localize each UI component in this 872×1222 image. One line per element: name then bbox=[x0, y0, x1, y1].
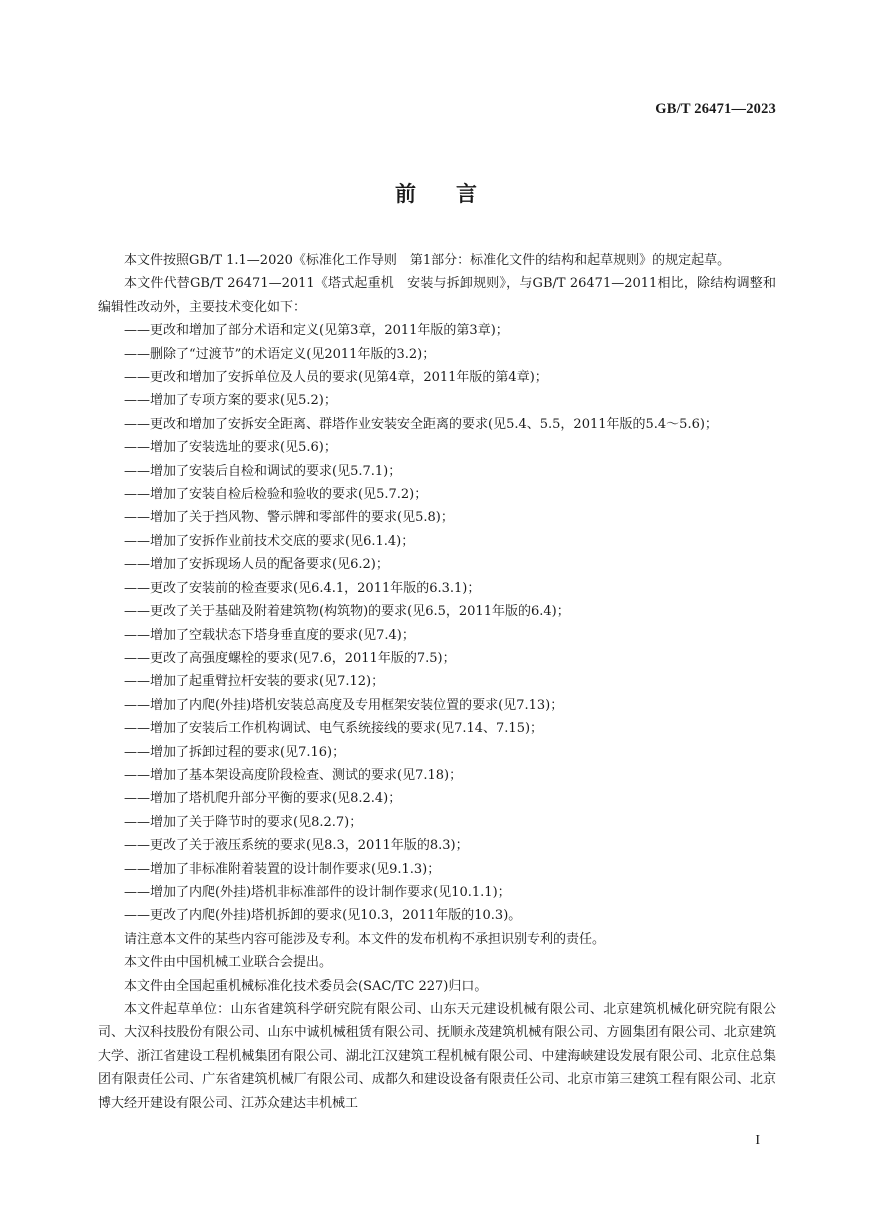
page-title: 前言 bbox=[395, 181, 517, 206]
list-item: ——增加了关于降节时的要求(见8.2.7)； bbox=[124, 814, 363, 830]
list-item: ——更改和增加了安拆单位及人员的要求(见第4章，2011年版的第4章)； bbox=[124, 370, 548, 386]
standard-code: GB/T 26471—2023 bbox=[655, 101, 776, 117]
list-item: ——删除了“过渡节”的术语定义(见2011年版的3.2)； bbox=[124, 346, 436, 362]
list-item: ——更改了关于基础及附着建筑物(构筑物)的要求(见6.5，2011年版的6.4)； bbox=[124, 604, 570, 620]
list-item: ——增加了关于挡风物、警示牌和零部件的要求(见5.8)； bbox=[124, 510, 454, 526]
list-item: ——更改了关于液压系统的要求(见8.3，2011年版的8.3)； bbox=[124, 838, 469, 854]
list-item: ——增加了安装后工作机构调试、电气系统接线的要求(见7.14、7.15)； bbox=[124, 721, 544, 737]
list-item: ——增加了内爬(外挂)塔机安装总高度及专用框架安装位置的要求(见7.13)； bbox=[124, 697, 564, 713]
page-number: I bbox=[755, 1133, 760, 1148]
list-item: ——增加了专项方案的要求(见5.2)； bbox=[124, 393, 337, 409]
list-item: ——增加了安拆作业前技术交底的要求(见6.1.4)； bbox=[124, 533, 415, 549]
paragraph-patent-notice: 请注意本文件的某些内容可能涉及专利。本文件的发布机构不承担识别专利的责任。 bbox=[124, 931, 606, 947]
paragraph-drafting-rules: 本文件按照GB/T 1.1—2020《标准化工作导则 第1部分：标准化文件的结构和起草规则》的规定起草。 bbox=[124, 253, 731, 268]
list-item: ——更改了安装前的检查要求(见6.4.1，2011年版的6.3.1)； bbox=[124, 580, 481, 596]
list-item: ——增加了安装后自检和调试的要求(见5.7.1)； bbox=[124, 463, 402, 479]
list-item: ——更改了高强度螺栓的要求(见7.6，2011年版的7.5)； bbox=[124, 650, 456, 666]
list-item: ——增加了内爬(外挂)塔机非标准部件的设计制作要求(见10.1.1)； bbox=[124, 884, 511, 900]
list-item: ——增加了起重臂拉杆安装的要求(见7.12)； bbox=[124, 674, 385, 690]
list-item: ——更改和增加了安拆安全距离、群塔作业安装安全距离的要求(见5.4、5.5，2011年版的5.4～5.6)； bbox=[124, 416, 718, 432]
paragraph-drafting-units: 本文件起草单位：山东省建筑科学研究院有限公司、山东天元建设机械有限公司、北京建筑机械化研究院有限公司、大汉科技股份有限公司、山东中诚机械租赁有限公司、抚顺永茂建筑机械有限公司、方圆集团有限公司、北京建筑大学、浙江省建设工程机械集团有限公司、湖北江汉建筑工程机械有限公司、中建海峡建设发展有限公司、北京住总集团有限责任公司、广东省建筑机械厂有限公司、成都久和建设设备有限责任公司、北京市第三建筑工程有限公司、北京博大经开建设有限公司、江苏众建达丰机械工 bbox=[98, 1002, 776, 1111]
list-item: ——更改和增加了部分术语和定义(见第3章，2011年版的第3章)； bbox=[124, 323, 509, 339]
list-item: ——更改了内爬(外挂)塔机拆卸的要求(见10.3，2011年版的10.3)。 bbox=[124, 908, 522, 924]
list-item: ——增加了非标准附着装置的设计制作要求(见9.1.3)； bbox=[124, 861, 441, 877]
list-item: ——增加了基本架设高度阶段检查、测试的要求(见7.18)； bbox=[124, 767, 463, 783]
list-item: ——增加了安拆现场人员的配备要求(见6.2)； bbox=[124, 557, 389, 573]
technical-changes-list bbox=[98, 319, 776, 928]
list-item: ——增加了拆卸过程的要求(见7.16)； bbox=[124, 744, 346, 760]
list-item: ——增加了塔机爬升部分平衡的要求(见8.2.4)； bbox=[124, 791, 402, 807]
list-item: ——增加了安装选址的要求(见5.6)； bbox=[124, 440, 337, 456]
document-body bbox=[98, 249, 776, 1115]
list-item: ——增加了空载状态下塔身垂直度的要求(见7.4)； bbox=[124, 627, 415, 643]
paragraph-replacement: 本文件代替GB/T 26471—2011《塔式起重机 安装与拆卸规则》，与GB/T 26471—2011相比，除结构调整和编辑性改动外，主要技术变化如下： bbox=[98, 276, 776, 315]
paragraph-proposer: 本文件由中国机械工业联合会提出。 bbox=[124, 955, 333, 971]
paragraph-technical-committee: 本文件由全国起重机械标准化技术委员会(SAC/TC 227)归口。 bbox=[124, 978, 488, 994]
list-item: ——增加了安装自检后检验和验收的要求(见5.7.2)； bbox=[124, 487, 428, 503]
